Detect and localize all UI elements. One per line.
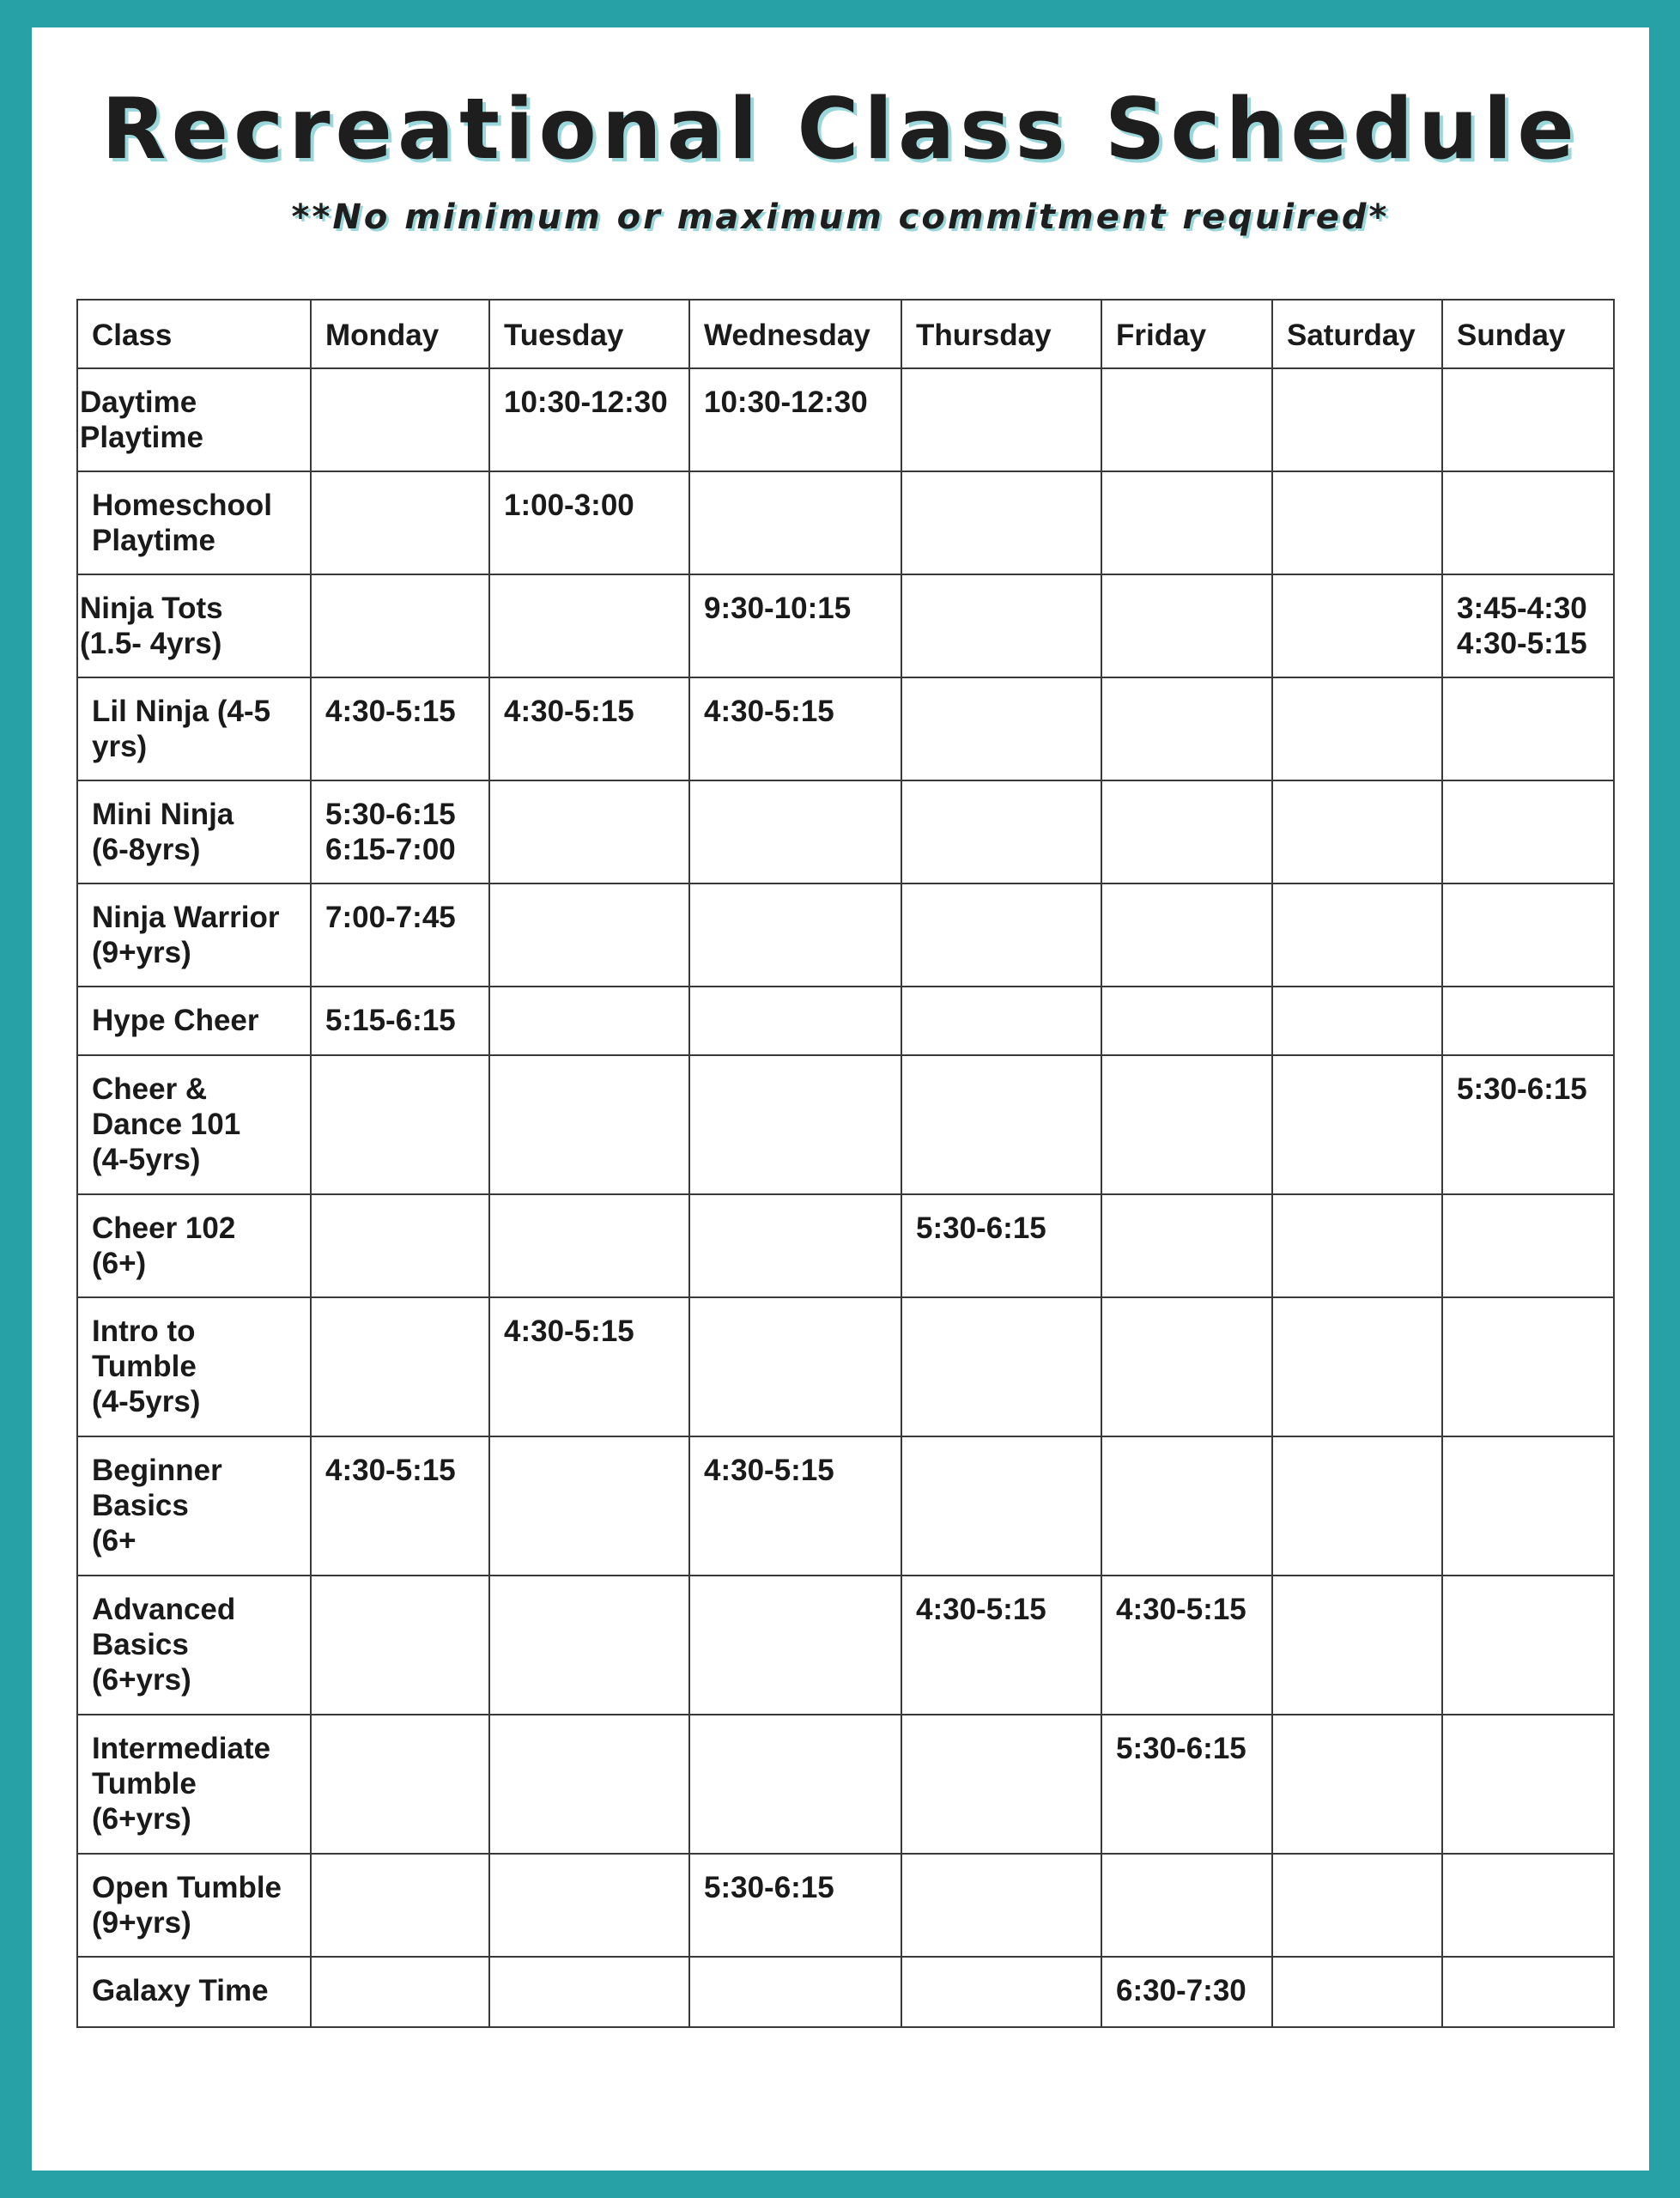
time-cell (489, 1055, 689, 1194)
time-cell (901, 1297, 1101, 1436)
time-cell (1272, 1715, 1442, 1854)
table-row (77, 677, 1614, 780)
page-title: Recreational Class Schedule (101, 81, 1580, 179)
table-row (77, 883, 1614, 987)
class-name-cell: Hype Cheer (77, 987, 311, 1055)
class-name-cell: Mini Ninja (6-8yrs) (77, 780, 311, 883)
time-cell (1272, 1297, 1442, 1436)
time-cell (1272, 1576, 1442, 1715)
time-cell (689, 1576, 901, 1715)
time-cell (1442, 1957, 1614, 2027)
time-cell (901, 574, 1101, 677)
time-cell (1442, 1436, 1614, 1576)
page-subtitle: **No minimum or maximum commitment required* (291, 197, 1390, 237)
time-cell: 4:30-5:15 (689, 677, 901, 780)
time-cell: 4:30-5:15 (311, 1436, 489, 1576)
time-cell (1442, 1854, 1614, 1957)
time-cell: 6:30-7:30 (1101, 1957, 1272, 2027)
time-cell (1101, 780, 1272, 883)
time-cell (901, 1957, 1101, 2027)
header-thursday: Thursday (901, 300, 1101, 368)
class-name-cell: Cheer 102 (6+) (77, 1194, 311, 1297)
class-name-cell: Lil Ninja (4-5 yrs) (77, 677, 311, 780)
class-name-cell: Ninja Warrior (9+yrs) (77, 883, 311, 987)
time-cell (901, 987, 1101, 1055)
time-cell (901, 368, 1101, 471)
time-cell: 4:30-5:15 (311, 677, 489, 780)
table-row (77, 780, 1614, 883)
time-cell: 10:30-12:30 (489, 368, 689, 471)
time-cell: 1:00-3:00 (489, 471, 689, 574)
class-name-cell: Open Tumble (9+yrs) (77, 1854, 311, 1957)
time-cell (489, 883, 689, 987)
time-cell (1101, 1854, 1272, 1957)
time-cell (489, 1436, 689, 1576)
time-cell (1101, 368, 1272, 471)
time-cell (689, 1715, 901, 1854)
time-cell (1442, 987, 1614, 1055)
time-cell (1272, 780, 1442, 883)
time-cell (1101, 574, 1272, 677)
header-saturday: Saturday (1272, 300, 1442, 368)
table-row (77, 1436, 1614, 1576)
time-cell (489, 780, 689, 883)
header-class: Class (77, 300, 311, 368)
time-cell (311, 574, 489, 677)
time-cell: 9:30-10:15 (689, 574, 901, 677)
class-name-cell: Daytime Playtime (77, 368, 311, 471)
time-cell: 5:30-6:15 (689, 1854, 901, 1957)
class-name-cell: Intro to Tumble (4-5yrs) (77, 1297, 311, 1436)
time-cell (489, 1194, 689, 1297)
time-cell (311, 368, 489, 471)
time-cell: 4:30-5:15 (489, 1297, 689, 1436)
time-cell (311, 1194, 489, 1297)
header-monday: Monday (311, 300, 489, 368)
time-cell (1101, 1436, 1272, 1576)
time-cell (489, 574, 689, 677)
time-cell: 10:30-12:30 (689, 368, 901, 471)
time-cell (311, 1715, 489, 1854)
time-cell: 5:30-6:15 6:15-7:00 (311, 780, 489, 883)
time-cell (1442, 471, 1614, 574)
time-cell (1101, 471, 1272, 574)
time-cell (311, 471, 489, 574)
time-cell (1101, 1055, 1272, 1194)
time-cell (1442, 1297, 1614, 1436)
table-header-row (77, 300, 1614, 368)
time-cell (689, 1957, 901, 2027)
class-name-cell: Galaxy Time (77, 1957, 311, 2027)
time-cell (311, 1957, 489, 2027)
time-cell (901, 1854, 1101, 1957)
time-cell (311, 1576, 489, 1715)
time-cell: 3:45-4:30 4:30-5:15 (1442, 574, 1614, 677)
time-cell: 5:15-6:15 (311, 987, 489, 1055)
time-cell (311, 1297, 489, 1436)
time-cell (689, 1194, 901, 1297)
time-cell (901, 1715, 1101, 1854)
table-row (77, 1055, 1614, 1194)
time-cell (1272, 1854, 1442, 1957)
time-cell (689, 987, 901, 1055)
time-cell (489, 1854, 689, 1957)
table-row (77, 1576, 1614, 1715)
time-cell (1101, 883, 1272, 987)
table-row (77, 471, 1614, 574)
class-name-cell: Cheer & Dance 101 (4-5yrs) (77, 1055, 311, 1194)
time-cell (901, 471, 1101, 574)
time-cell (489, 1715, 689, 1854)
time-cell (689, 780, 901, 883)
time-cell: 5:30-6:15 (1101, 1715, 1272, 1854)
time-cell (1442, 677, 1614, 780)
time-cell (1101, 677, 1272, 780)
time-cell (901, 1055, 1101, 1194)
time-cell (1442, 1194, 1614, 1297)
time-cell (1101, 1194, 1272, 1297)
time-cell (311, 1055, 489, 1194)
time-cell (489, 987, 689, 1055)
table-row (77, 1194, 1614, 1297)
time-cell (311, 1854, 489, 1957)
time-cell (901, 677, 1101, 780)
time-cell: 5:30-6:15 (1442, 1055, 1614, 1194)
table-row (77, 1854, 1614, 1957)
time-cell (1272, 987, 1442, 1055)
class-name-cell: Advanced Basics (6+yrs) (77, 1576, 311, 1715)
time-cell (689, 883, 901, 987)
time-cell (1442, 1576, 1614, 1715)
time-cell: 4:30-5:15 (901, 1576, 1101, 1715)
time-cell (1442, 883, 1614, 987)
time-cell (1272, 677, 1442, 780)
table-row (77, 1957, 1614, 2027)
table-row (77, 1297, 1614, 1436)
time-cell (1442, 368, 1614, 471)
time-cell (1442, 780, 1614, 883)
time-cell (689, 471, 901, 574)
time-cell (1272, 368, 1442, 471)
header-friday: Friday (1101, 300, 1272, 368)
time-cell: 7:00-7:45 (311, 883, 489, 987)
time-cell: 4:30-5:15 (689, 1436, 901, 1576)
class-name-cell: Beginner Basics (6+ (77, 1436, 311, 1576)
class-name-cell: Ninja Tots (1.5- 4yrs) (77, 574, 311, 677)
time-cell (1272, 883, 1442, 987)
time-cell (489, 1957, 689, 2027)
schedule-table (76, 299, 1615, 2028)
header-tuesday: Tuesday (489, 300, 689, 368)
table-row (77, 368, 1614, 471)
header-wednesday: Wednesday (689, 300, 901, 368)
time-cell (901, 883, 1101, 987)
time-cell (901, 1436, 1101, 1576)
class-name-cell: Intermediate Tumble (6+yrs) (77, 1715, 311, 1854)
table-row (77, 987, 1614, 1055)
time-cell (1442, 1715, 1614, 1854)
time-cell (901, 780, 1101, 883)
time-cell (689, 1297, 901, 1436)
table-row (77, 1715, 1614, 1854)
time-cell (1272, 1957, 1442, 2027)
time-cell (489, 1576, 689, 1715)
time-cell (1101, 987, 1272, 1055)
table-row (77, 574, 1614, 677)
time-cell: 4:30-5:15 (489, 677, 689, 780)
time-cell (689, 1055, 901, 1194)
time-cell (1272, 1194, 1442, 1297)
class-name-cell: Homeschool Playtime (77, 471, 311, 574)
time-cell (1272, 1055, 1442, 1194)
time-cell (1272, 574, 1442, 677)
time-cell: 5:30-6:15 (901, 1194, 1101, 1297)
time-cell: 4:30-5:15 (1101, 1576, 1272, 1715)
time-cell (1272, 1436, 1442, 1576)
time-cell (1272, 471, 1442, 574)
time-cell (1101, 1297, 1272, 1436)
header-sunday: Sunday (1442, 300, 1614, 368)
schedule-body (77, 368, 1614, 2027)
schedule-page (32, 27, 1649, 2171)
